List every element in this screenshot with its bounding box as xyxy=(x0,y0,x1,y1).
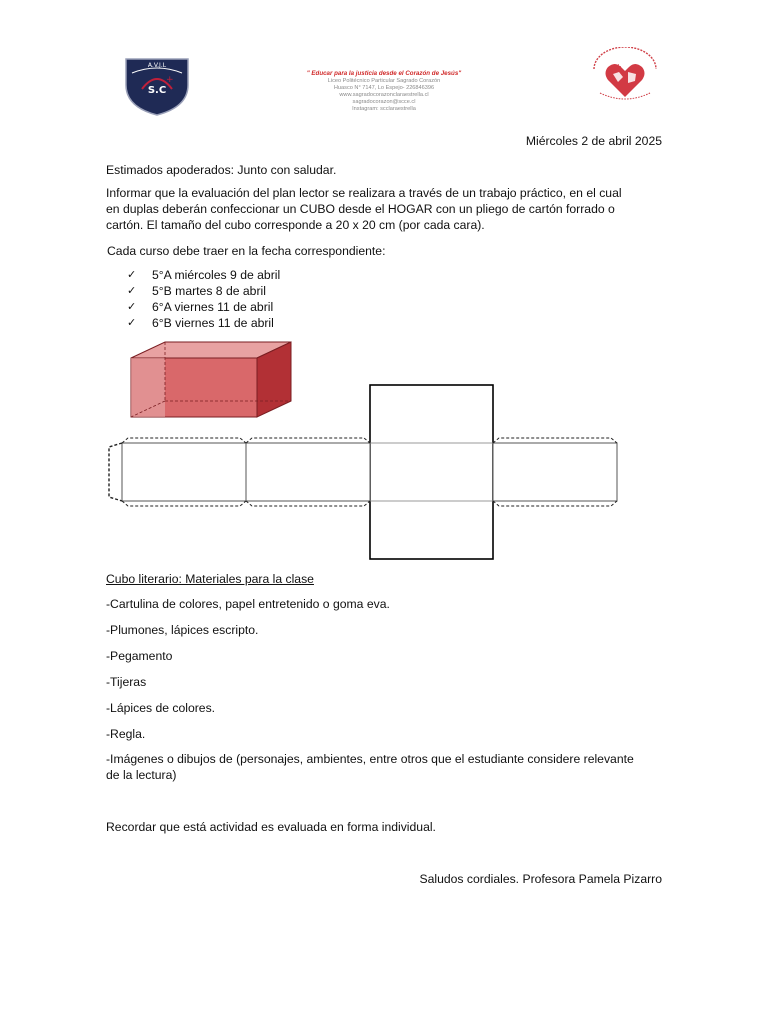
evaluation-reminder: Recordar que está actividad es evaluada en forma individual. xyxy=(106,820,436,834)
cube-net-diagram xyxy=(103,383,621,563)
greeting: Estimados apoderados: Junto con saludar. xyxy=(106,163,337,177)
material-item-continuation: de la lectura) xyxy=(106,768,177,782)
material-item: -Tijeras xyxy=(106,675,147,689)
material-item: -Cartulina de colores, papel entretenido o goma eva. xyxy=(106,597,390,611)
paragraph-line: cartón. El tamaño del cubo corresponde a 20 x 20 cm (por cada cara). xyxy=(106,218,485,232)
school-website: www.sagradocorazonclaraestrella.cl xyxy=(339,92,429,98)
letter-date: Miércoles 2 de abril 2025 xyxy=(525,134,662,148)
svg-text:+: + xyxy=(166,75,174,85)
material-item: -Lápices de colores. xyxy=(106,701,216,715)
school-instagram: Instagram: scclaraestrella xyxy=(352,106,416,112)
materials-title: Cubo literario: Materiales para la clase xyxy=(106,572,314,586)
red-heart-logo xyxy=(586,47,664,107)
material-item: -Regla. xyxy=(106,727,146,741)
material-item: -Pegamento xyxy=(106,649,173,663)
checkmark-icon: ✓ xyxy=(127,268,137,281)
checkmark-icon: ✓ xyxy=(127,316,137,329)
material-item: -Imágenes o dibujos de (personajes, ambientes, entre otros que el estudiante considere relevante xyxy=(106,752,634,766)
paragraph-line: en duplas deberán confeccionar un CUBO desde el HOGAR con un pliego de cartón forrado o xyxy=(106,202,615,216)
school-address: Huasco N° 7147, Lo Espejo- 226846396 xyxy=(333,85,435,91)
school-shield-logo xyxy=(122,55,192,117)
school-name: Liceo Politécnico Particular Sagrado Corazón xyxy=(327,78,441,84)
material-item: -Plumones, lápices escripto. xyxy=(106,623,259,637)
shield-logo-initials: S.C xyxy=(147,85,167,96)
checkmark-icon: ✓ xyxy=(127,300,137,313)
signoff: Saludos cordiales. Profesora Pamela Pizarro xyxy=(419,872,662,886)
shield-logo-text: A.V.J.L xyxy=(147,62,167,69)
school-email: sagradocorazon@scce.cl xyxy=(352,99,416,105)
svg-text:+: + xyxy=(615,62,622,71)
school-motto: " Educar para la justicia desde el Corazón de Jesús" xyxy=(306,70,462,77)
school-header xyxy=(250,70,518,113)
paragraph-line: Informar que la evaluación del plan lector se realizara a través de un trabajo práctico, en el cual xyxy=(106,186,622,200)
checkmark-icon: ✓ xyxy=(127,284,137,297)
instructions-paragraph xyxy=(106,185,666,233)
delivery-intro: Cada curso debe traer en la fecha correspondiente: xyxy=(107,244,386,258)
